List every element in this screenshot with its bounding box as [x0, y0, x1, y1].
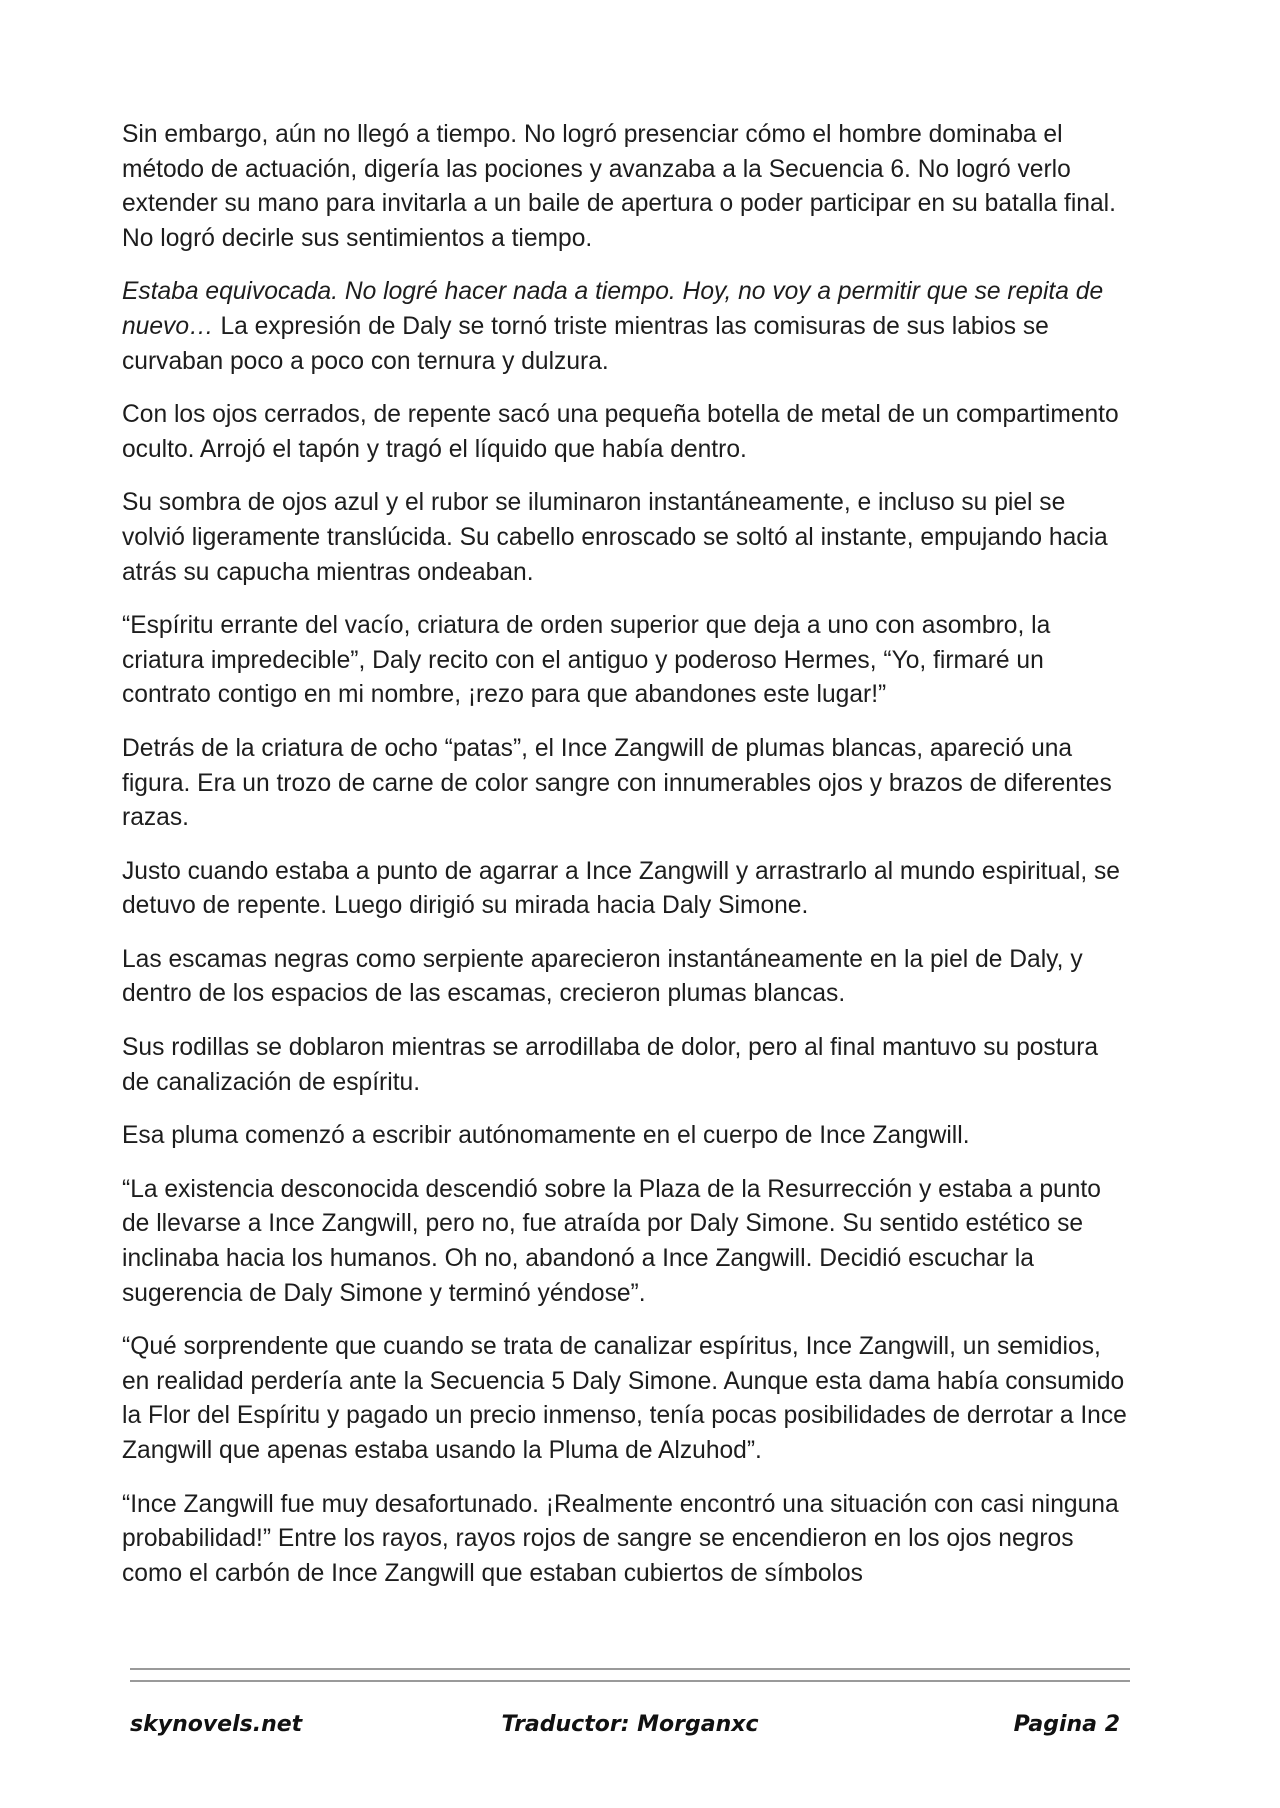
italic-thought: Estaba equivocada. No logré hacer nada a tiempo. Hoy, no voy a permitir que se repita de nuevo… [122, 278, 1104, 340]
paragraph: Justo cuando estaba a punto de agarrar a Ince Zangwill y arrastrarlo al mundo espiritual, se detuvo de repente. Luego dirigió su mirada hacia Daly Simone. [122, 857, 1120, 920]
paragraph: Sin embargo, aún no llegó a tiempo. No logró presenciar cómo el hombre dominaba el método de actuación, digería las pociones y avanzaba a la Secuencia 6. No logró verlo extender su mano para invitarla a un baile de apertura o poder participar en su batalla final. No logró decirle sus sentimientos a tiempo. [122, 121, 1116, 252]
paragraph-text: La expresión de Daly se tornó triste mientras las comisuras de sus labios se curvaban poco a poco con ternura y dulzura. [122, 312, 1049, 375]
page-footer [130, 1712, 1130, 1746]
paragraph: “La existencia desconocida descendió sobre la Plaza de la Resurrección y estaba a punto de llevarse a Ince Zangwill, pero no, fue atraída por Daly Simone. Su sentido estético se inclinaba hacia los humanos. Oh no, abandonó a Ince Zangwill. Decidió escuchar la sugerencia de Daly Simone y terminó yéndose”. [122, 1175, 1101, 1307]
paragraph: Las escamas negras como serpiente aparecieron instantáneamente en la piel de Daly, y dentro de los espacios de las escamas, crecieron plumas blancas. [122, 945, 1083, 1008]
footer-divider-top [130, 1668, 1130, 1670]
footer-site: skynovels.net [130, 1712, 303, 1737]
body-text [122, 118, 1132, 1610]
paragraph: “Espíritu errante del vacío, criatura de orden superior que deja a uno con asombro, la criatura impredecible”, Daly recito con el antiguo y poderoso Hermes, “Yo, firmaré un contrato contigo en mi nombre, ¡rezo para que abandones este lugar!” [122, 612, 1051, 709]
paragraph: Sus rodillas se doblaron mientras se arrodillaba de dolor, pero al final mantuvo su postura de canalización de espíritu. [122, 1034, 1099, 1096]
paragraph [122, 275, 1132, 379]
paragraph: Con los ojos cerrados, de repente sacó una pequeña botella de metal de un compartimento oculto. Arrojó el tapón y tragó el líquido que había dentro. [122, 401, 1119, 463]
paragraph: Su sombra de ojos azul y el rubor se iluminaron instantáneamente, e incluso su piel se volvió ligeramente translúcida. Su cabello enroscado se soltó al instante, empujando hacia atrás su capucha mientras ondeaban. [122, 489, 1108, 586]
paragraph: “Ince Zangwill fue muy desafortunado. ¡Realmente encontró una situación con casi ninguna probabilidad!” Entre los rayos, rayos rojos de sangre se encendieron en los ojos negros como el carbón de Ince Zangwill que estaban cubiertos de símbolos [122, 1490, 1119, 1587]
paragraph: Esa pluma comenzó a escribir autónomamente en el cuerpo de Ince Zangwill. [122, 1122, 970, 1150]
footer-divider-bottom [130, 1680, 1130, 1682]
footer-page-number: Pagina 2 [1013, 1712, 1120, 1737]
footer-translator: Traductor: Morganxc [501, 1712, 759, 1737]
paragraph: “Qué sorprendente que cuando se trata de canalizar espíritus, Ince Zangwill, un semidios, en realidad perdería ante la Secuencia 5 Daly Simone. Aunque esta dama había consumido la Flor del Espíritu y pagado un precio inmenso, tenía pocas posibilidades de derrotar a Ince Zangwill que apenas estaba usando la Pluma de Alzuhod”. [122, 1333, 1127, 1464]
paragraph: Detrás de la criatura de ocho “patas”, el Ince Zangwill de plumas blancas, apareció una figura. Era un trozo de carne de color sangre con innumerables ojos y brazos de diferentes razas. [122, 734, 1112, 832]
